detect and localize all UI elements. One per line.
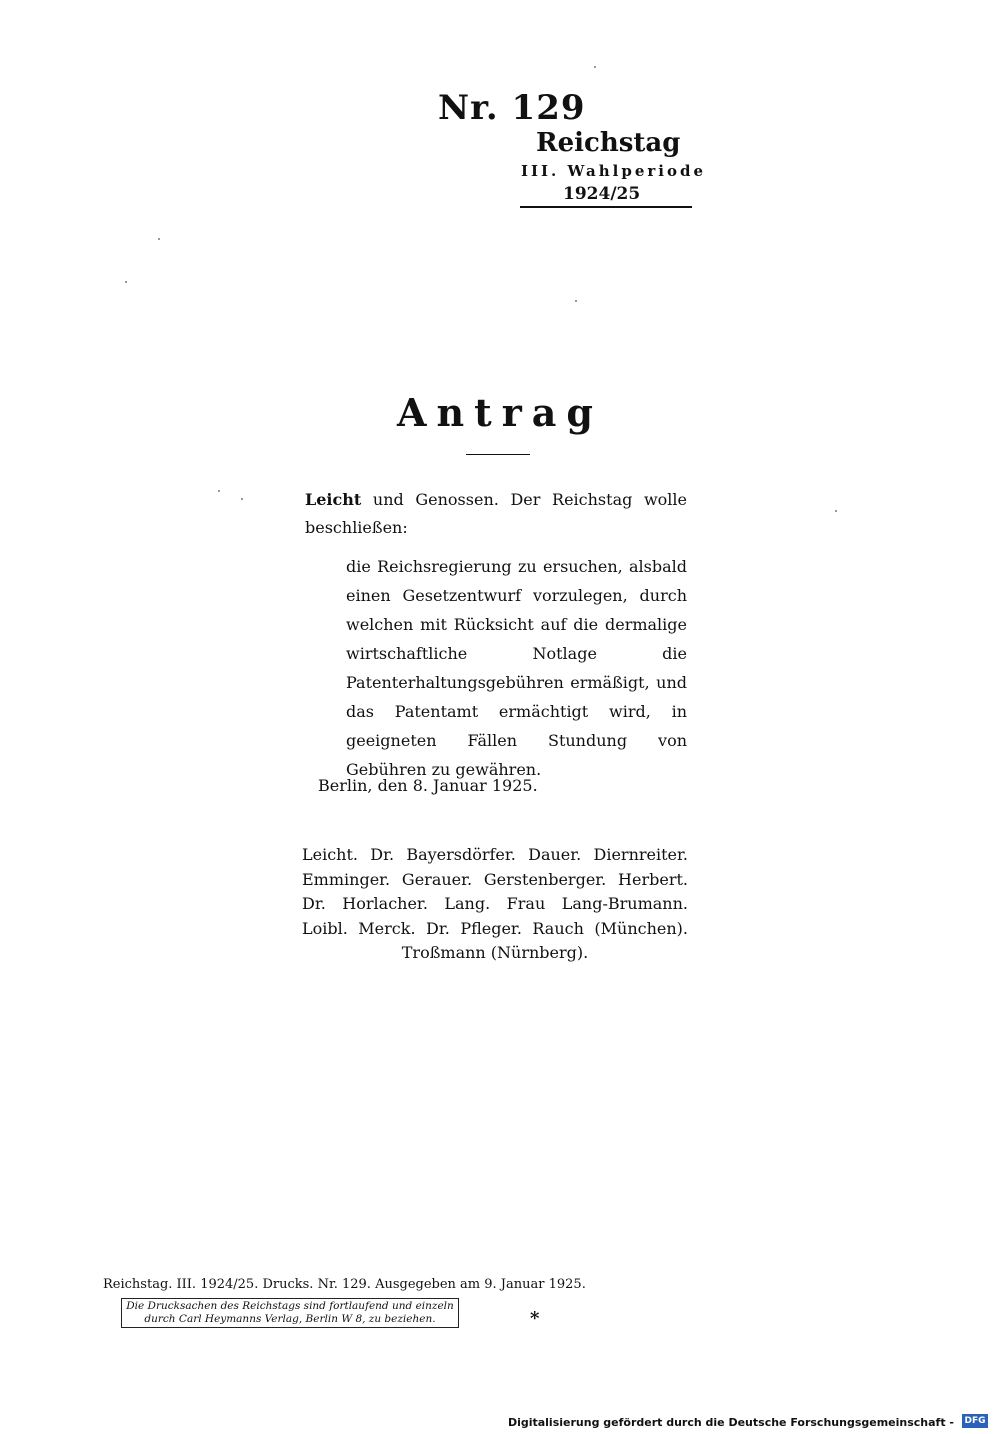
date-line: Berlin, den 8. Januar 1925. <box>318 776 538 795</box>
notice-line: Die Drucksachen des Reichstags sind fortlaufend und einzeln <box>126 1300 454 1312</box>
signatory-line: Troßmann (Nürnberg). <box>401 943 589 962</box>
scan-speck <box>218 490 220 492</box>
signatory-line: Emminger. Gerauer. Gerstenberger. Herbert. <box>302 869 688 889</box>
footer-line: Reichstag. III. 1924/25. Drucks. Nr. 129. Ausgegeben am 9. Januar 1925. <box>103 1277 586 1292</box>
dfg-logo: DFG <box>962 1414 988 1428</box>
scan-speck <box>594 66 596 68</box>
document-number: Nr. 129 <box>438 88 586 128</box>
title-rule <box>466 454 530 455</box>
motion-body: die Reichsregierung zu ersuchen, alsbald einen Gesetzentwurf vorzulegen, durch welchen mit Rücksicht auf die dermalige wirtschaftliche Notlage die Patenterhaltungsgebühren ermäßigt, und das Patentamt ermächtigt wird, in geeigneten Fällen Stundung von Gebühren zu gewähren. <box>346 557 687 779</box>
intro-proposer: Leicht <box>305 490 362 509</box>
signatory-line: Dr. Horlacher. Lang. Frau Lang-Brumann. <box>302 894 688 913</box>
motion-intro <box>305 486 687 542</box>
signatory-line: Leicht. Dr. Bayersdörfer. Dauer. Diernreiter. <box>302 845 688 864</box>
scan-speck <box>125 281 127 283</box>
signatory-line: Loibl. Merck. Dr. Pfleger. Rauch (München). <box>302 918 688 938</box>
document-title: Antrag <box>397 390 603 435</box>
session-years: 1924/25 <box>563 184 641 204</box>
election-period: III. Wahlperiode <box>521 162 707 180</box>
scan-speck <box>158 238 160 240</box>
institution-name: Reichstag <box>536 128 681 158</box>
header-rule <box>520 206 692 208</box>
scan-speck <box>575 300 577 302</box>
intro-text: und Genossen. Der Reichstag wolle beschließen: <box>305 490 687 537</box>
star-mark: * <box>530 1308 540 1329</box>
digitization-credit: Digitalisierung gefördert durch die Deutsche Forschungsgemeinschaft - <box>507 1416 954 1429</box>
scan-speck <box>835 510 837 512</box>
distribution-notice <box>121 1298 459 1328</box>
notice-line: durch Carl Heymanns Verlag, Berlin W 8, zu beziehen. <box>144 1313 436 1325</box>
signatories-block <box>302 843 688 966</box>
scan-speck <box>241 498 243 500</box>
